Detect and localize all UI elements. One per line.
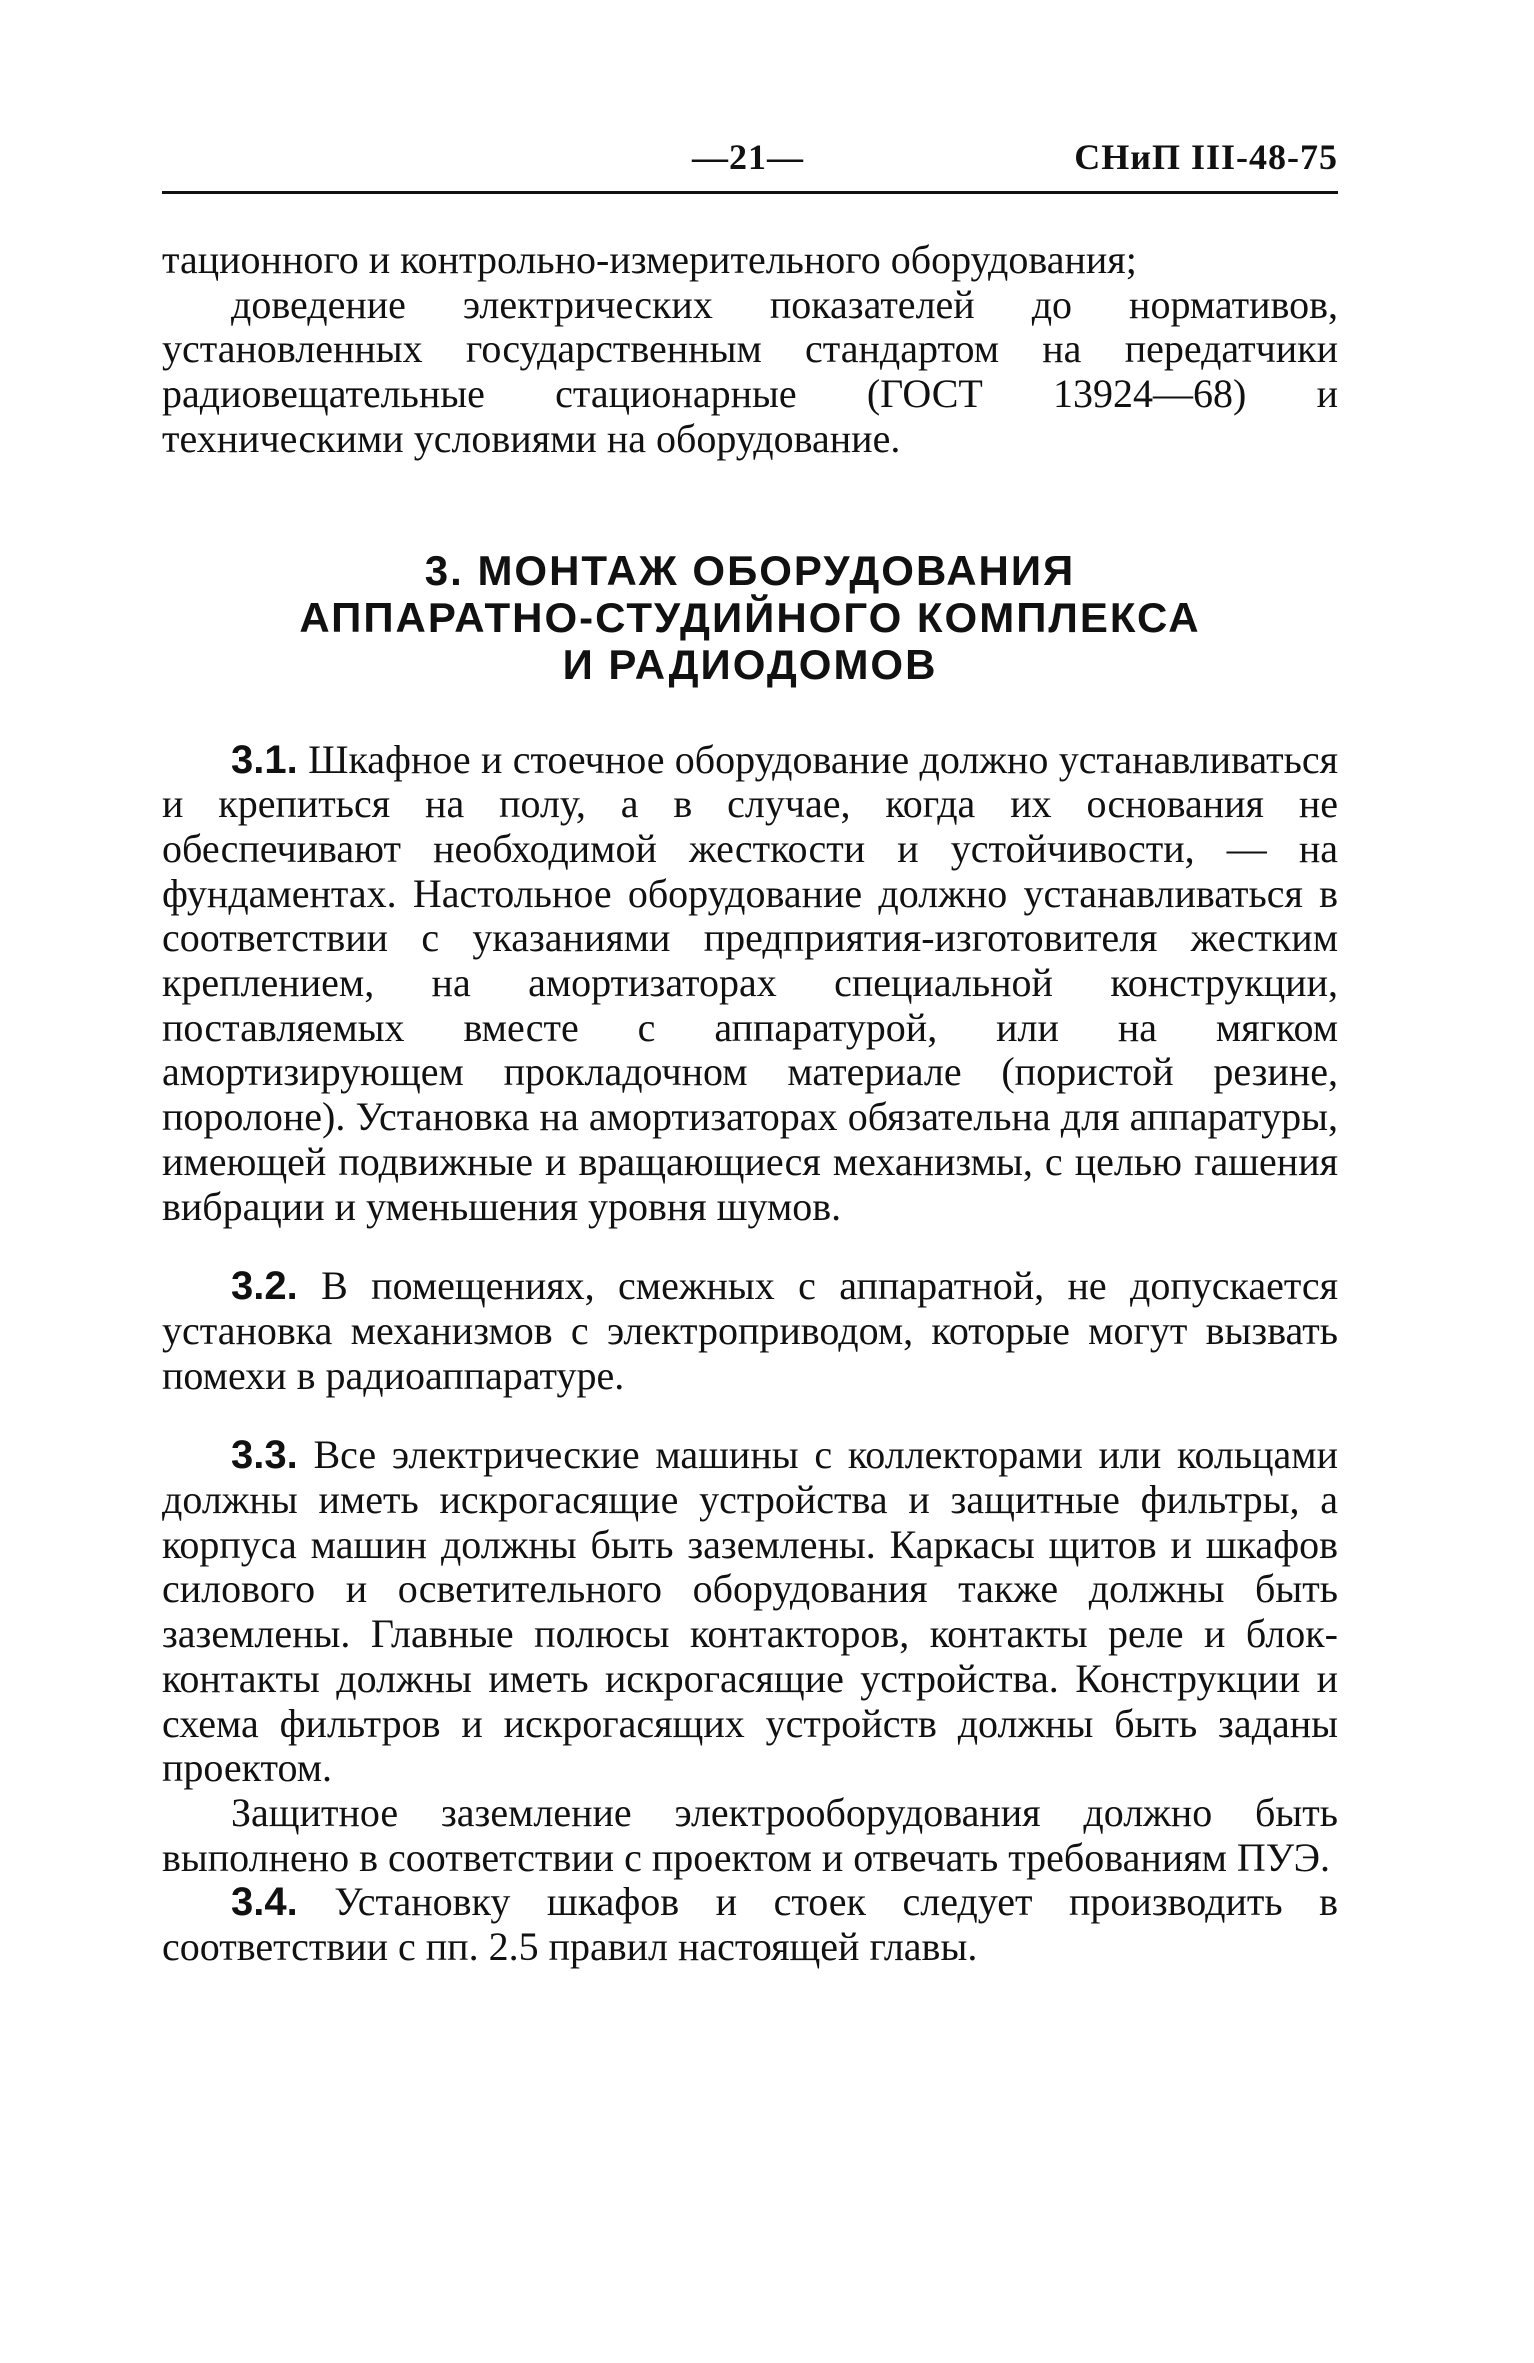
clause-text: В помещениях, смежных с аппаратной, не допускается установка механизмов с электроприводом, которые могут вызвать помехи в радиоаппаратуре. <box>162 1263 1338 1398</box>
clause-text: Защитное заземление электрооборудования должно быть выполнено в соответствии с проектом и отвечать требованиям ПУЭ. <box>162 1789 1338 1880</box>
clause-text: Шкафное и стоечное оборудование должно устанавливаться и крепиться на полу, а в случае, когда их основания не обеспечивают необходимой жесткости и устойчивости, — на фундаментах. Настольное оборудование должно устанавливаться в соответствии с указаниями предприятия-изготовителя жестким креплением, на амортизаторах специальной конструкции, поставляемых вместе с аппаратурой, или на мягком амортизирующем прокладочном материале (пористой резине, поролоне). Установка на амортизаторах обязательна для аппаратуры, имеющей подвижные и вращающиеся механизмы, с целью гашения вибрации и уменьшения уровня шумов. <box>162 736 1339 1229</box>
section-title <box>162 547 1338 688</box>
clause-3-2 <box>162 1264 1338 1398</box>
clause-number: 3.2. <box>231 1264 298 1309</box>
section-title-line-3: И РАДИОДОМОВ <box>562 640 938 688</box>
document-body <box>162 238 1338 1970</box>
clause-3-1 <box>162 738 1338 1230</box>
clause-3-3 <box>162 1433 1338 1791</box>
page-header <box>162 136 1338 192</box>
clause-text: Установку шкафов и стоек следует производить в соответствии с пп. 2.5 правил настоящей главы. <box>162 1879 1338 1970</box>
clause-3-3-continuation <box>162 1791 1338 1880</box>
clause-number: 3.1. <box>231 737 298 782</box>
intro-paragraph-2: доведение электрических показателей до нормативов, установленных государственным стандартом на передатчики радиовещательные стационарные (ГОСТ 13924—68) и техническими условиями на оборудование. <box>162 281 1338 461</box>
clause-3-4 <box>162 1880 1338 1969</box>
clause-number: 3.4. <box>231 1880 298 1925</box>
document-code: СНиП III-48-75 <box>1074 137 1338 177</box>
page-number: —21— <box>692 137 804 177</box>
clause-number: 3.3. <box>231 1433 298 1478</box>
intro-paragraph: тационного и контрольно-измерительного оборудования; <box>162 237 1137 282</box>
section-title-line-2: АППАРАТНО-СТУДИЙНОГО КОМПЛЕКСА <box>299 593 1201 641</box>
clause-text: Все электрические машины с коллекторами или кольцами должны иметь искрогасящие устройства и защитные фильтры, а корпуса машин должны быть заземлены. Каркасы щитов и шкафов силового и осветительного оборудования также должны быть заземлены. Главные полюсы контакторов, контакты реле и блок-контакты должны иметь искрогасящие устройства. Конструкции и схема фильтров и искрогасящих устройств должны быть заданы проектом. <box>162 1432 1339 1791</box>
section-title-line-1: 3. МОНТАЖ ОБОРУДОВАНИЯ <box>424 546 1076 594</box>
header-divider <box>162 191 1338 194</box>
